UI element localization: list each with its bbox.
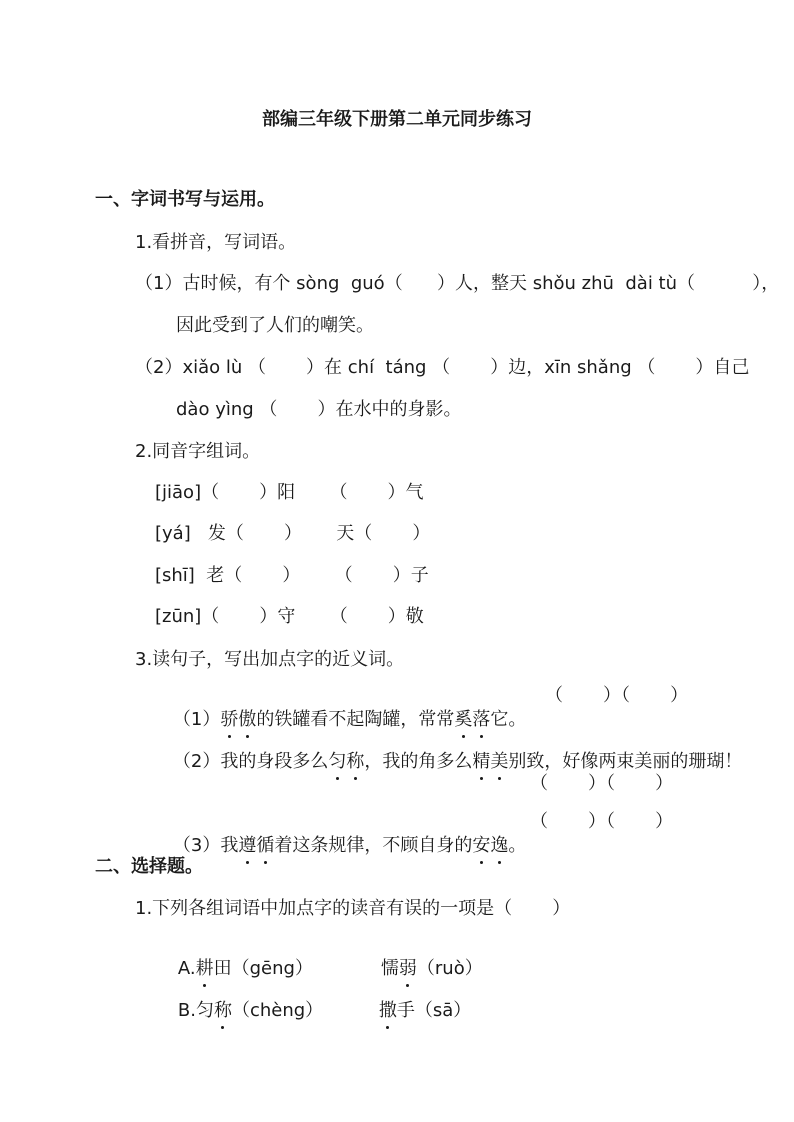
dotted-char: 撒 xyxy=(378,1000,397,1021)
page-title: 部编三年级下册第二单元同步练习 xyxy=(262,109,532,130)
dotted-char: 落 xyxy=(472,709,491,730)
q3-prompt: 3.读句子，写出加点字的近义词。 xyxy=(135,649,405,670)
q1-item2-line2: dào yìng （ ）在水中的身影。 xyxy=(176,399,462,420)
q1-item1-line1: （1）古时候，有个 sòng guó（ ）人，整天 shǒu zhū dài tù（ ）， xyxy=(135,273,780,294)
dotted-char: 耕 xyxy=(195,958,214,979)
sentence-text: 它。 xyxy=(490,709,527,730)
sentence-text: （2）我的身段多么 xyxy=(172,751,329,772)
sentence-text: 的铁罐看不起陶罐，常常 xyxy=(256,709,455,730)
sentence-text: 。 xyxy=(508,835,527,856)
dotted-char: 匀 xyxy=(328,751,347,772)
dotted-char: 遵 xyxy=(238,835,257,856)
q1-prompt: 1.看拼音，写词语。 xyxy=(135,232,297,253)
q2-row-zun: [zūn]（ ）守 （ ）敬 xyxy=(155,606,424,627)
item-number: （1） xyxy=(172,709,221,730)
option-text: （chèng） xyxy=(231,1000,324,1021)
q2-row-shi: [shī] 老（ ） （ ）子 xyxy=(155,565,429,586)
q2-row-jiao: [jiāo]（ ）阳 （ ）气 xyxy=(155,482,424,503)
dotted-char: 傲 xyxy=(238,709,257,730)
dotted-char: 弱 xyxy=(398,958,417,979)
q2-row-ya: [yá] 发（ ） 天（ ） xyxy=(155,523,431,544)
sentence-text: 别致，好像两束美丽的珊瑚！ xyxy=(508,751,743,772)
q3-item3 xyxy=(150,810,526,882)
sentence-text: 着这条规律，不顾自身的 xyxy=(274,835,473,856)
option-text: 懦 xyxy=(380,958,399,979)
sentence-text: （3）我 xyxy=(172,835,239,856)
dotted-char: 骄 xyxy=(220,709,239,730)
option-text: B.匀 xyxy=(177,1000,214,1021)
dotted-char: 称 xyxy=(213,1000,232,1021)
option-text: A. xyxy=(177,958,196,979)
dotted-char: 精 xyxy=(472,751,491,772)
sentence-text: ，我的角多么 xyxy=(364,751,473,772)
q2-prompt: 2.同音字组词。 xyxy=(135,441,261,462)
dotted-char: 逸 xyxy=(490,835,509,856)
option-b-word2 xyxy=(356,975,471,1047)
dotted-char: 安 xyxy=(472,835,491,856)
q3-item1-blanks: （ ）（ ） xyxy=(545,685,689,706)
dotted-char: 称 xyxy=(346,751,365,772)
q3-item2-blanks: （ ）（ ） xyxy=(530,773,674,794)
section-1-heading: 一、字词书写与运用。 xyxy=(95,189,275,210)
dotted-char: 奚 xyxy=(454,709,473,730)
q3-item3-blanks: （ ）（ ） xyxy=(530,811,674,832)
q1-item2-line1: （2）xiǎo lù （ ）在 chí táng （ ）边，xīn shǎng （ ）自己 xyxy=(135,357,750,378)
dotted-char: 循 xyxy=(256,835,275,856)
q1-item1-line2: 因此受到了人们的嘲笑。 xyxy=(176,315,374,336)
option-text: 手（sā） xyxy=(396,1000,472,1021)
option-text: （ruò） xyxy=(416,958,483,979)
section-2-heading: 二、选择题。 xyxy=(95,856,203,877)
option-b-word1 xyxy=(155,975,323,1047)
s2-q1-prompt: 1.下列各组词语中加点字的读音有误的一项是（ ） xyxy=(135,898,571,919)
dotted-char: 美 xyxy=(490,751,509,772)
option-text: 田（gēng） xyxy=(213,958,313,979)
